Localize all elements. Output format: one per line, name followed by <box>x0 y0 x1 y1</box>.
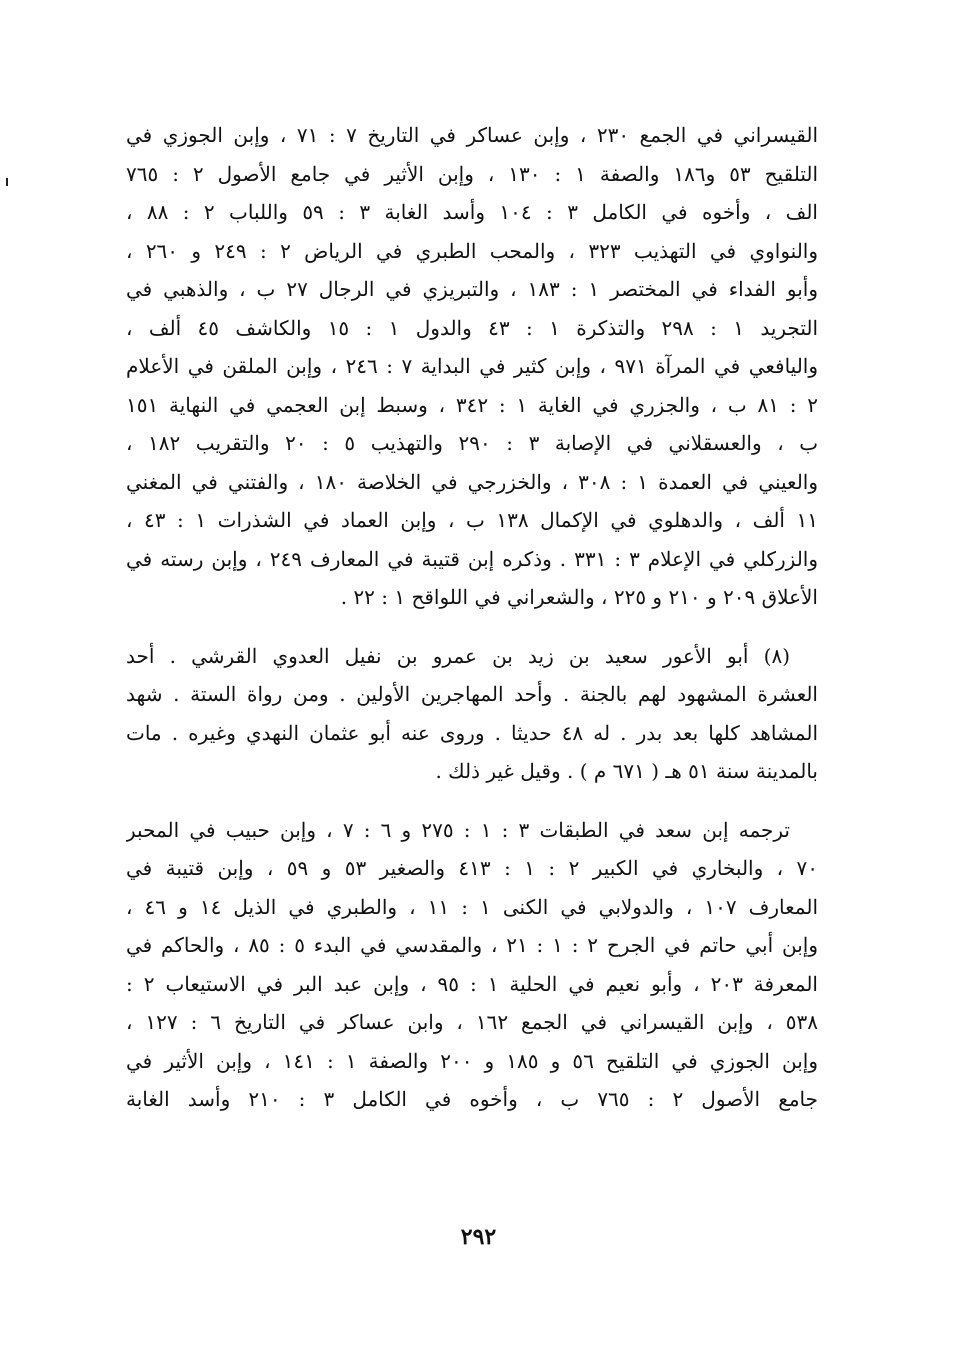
text-line: التلقيح ٥٣ و١٨٦ والصفة ١ : ١٣٠ ، وإبن الأثير في جامع الأصول ٢ : ٧٦٥ <box>126 161 818 186</box>
text-line: ترجمه إبن سعد في الطبقات ٣ : ١ : ٢٧٥ و ٦ : ٧ ، وإبن حبيب في المحبر <box>126 817 790 842</box>
text-line: ب ، والعسقلاني في الإصابة ٣ : ٢٩٠ والتهذيب ٥ : ٢٠ والتقريب ١٨٢ ، <box>126 431 818 455</box>
text-line: وإبن الجوزي في التلقيح ٥٦ و ١٨٥ و ٢٠٠ والصفة ١ : ١٤١ ، وإبن الأثير في <box>126 1048 818 1073</box>
text-line: والعيني في العمدة ١ : ٣٠٨ ، والخزرجي في الخلاصة ١٨٠ ، والفتني في المغني <box>126 469 818 494</box>
paragraph-sources-2 <box>126 811 818 1119</box>
text-line: العشرة المشهود لهم بالجنة . وأحد المهاجرين الأولين . ومن رواة الستة . شهد <box>126 682 818 706</box>
text-line: المعرفة ٢٠٣ ، وأبو نعيم في الحلية ١ : ٩٥ ، وإبن عبد البر في الاستيعاب ٢ : <box>126 971 818 996</box>
text-line: بالمدينة سنة ٥١ هـ ( ٦٧١ م ) . وقيل غير ذلك . <box>435 759 818 783</box>
paragraph-sources-1 <box>126 116 818 617</box>
text-line: ٥٣٨ ، وإبن القيسراني في الجمع ١٦٢ ، وابن عساكر في التاريخ ٦ : ١٢٧ ، <box>126 1010 818 1034</box>
text-line: ٧٠ ، والبخاري في الكبير ٢ : ١ : ٤١٣ والصغير ٥٣ و ٥٩ ، وإبن قتيبة في <box>126 856 818 880</box>
text-line: الأعلاق ٢٠٩ و ٢١٠ و ٢٢٥ ، والشعراني في اللواقح ١ : ٢٢ . <box>340 585 818 609</box>
margin-mark <box>6 178 8 186</box>
text-line: والزركلي في الإعلام ٣ : ٣٣١ . وذكره إبن قتيبة في المعارف ٢٤٩ ، وإبن رسته في <box>126 546 818 571</box>
text-line: جامع الأصول ٢ : ٧٦٥ ب ، وأخوه في الكامل ٣ : ٢١٠ وأسد الغابة <box>126 1087 818 1111</box>
text-line: وإبن أبي حاتم في الجرح ٢ : ١ : ٢١ ، والمقدسي في البدء ٥ : ٨٥ ، والحاكم في <box>126 933 818 957</box>
text-line: التجريد ١ : ٢٩٨ والتذكرة ١ : ٤٣ والدول ١ : ١٥ والكاشف ٤٥ ألف ، <box>126 315 818 340</box>
text-line: (٨) أبو الأعور سعيد بن زيد بن عمرو بن نفيل العدوي القرشي . أحد <box>126 643 790 668</box>
text-line: المعارف ١٠٧ ، والدولابي في الكنى ١ : ١١ ، والطبري في الذيل ١٤ و ٤٦ ، <box>126 894 818 919</box>
text-line: والنواوي في التهذيب ٣٢٣ ، والمحب الطبري في الرياض ٢ : ٢٤٩ و ٢٦٠ ، <box>126 238 818 263</box>
text-line: واليافعي في المرآة ٩٧١ ، وإبن كثير في البداية ٧ : ٢٤٦ ، وإبن الملقن في الأعلام <box>126 354 818 378</box>
text-line: وأبو الفداء في المختصر ١ : ١٨٣ ، والتبريزي في الرجال ٢٧ ب ، والذهبي في <box>126 277 818 301</box>
text-line: القيسراني في الجمع ٢٣٠ ، وإبن عساكر في التاريخ ٧ : ٧١ ، وإبن الجوزي في <box>126 123 818 147</box>
text-line: الف ، وأخوه في الكامل ٣ : ١٠٤ وأسد الغابة ٣ : ٥٩ واللباب ٢ : ٨٨ ، <box>126 200 818 224</box>
page-body <box>126 116 818 1139</box>
text-line: المشاهد كلها بعد بدر . له ٤٨ حديثا . وروى عنه أبو عثمان النهدي وغيره . مات <box>126 720 818 745</box>
text-line: ١١ ألف ، والدهلوي في الإكمال ١٣٨ ب ، وإبن العماد في الشذرات ١ : ٤٣ ، <box>126 508 818 532</box>
page-number: ٢٩٢ <box>460 1224 497 1250</box>
text-line: ٢ : ٨١ ب ، والجزري في الغاية ١ : ٣٤٢ ، وسبط إبن العجمي في النهاية ١٥١ <box>126 392 818 417</box>
paragraph-biography-8 <box>126 637 818 791</box>
